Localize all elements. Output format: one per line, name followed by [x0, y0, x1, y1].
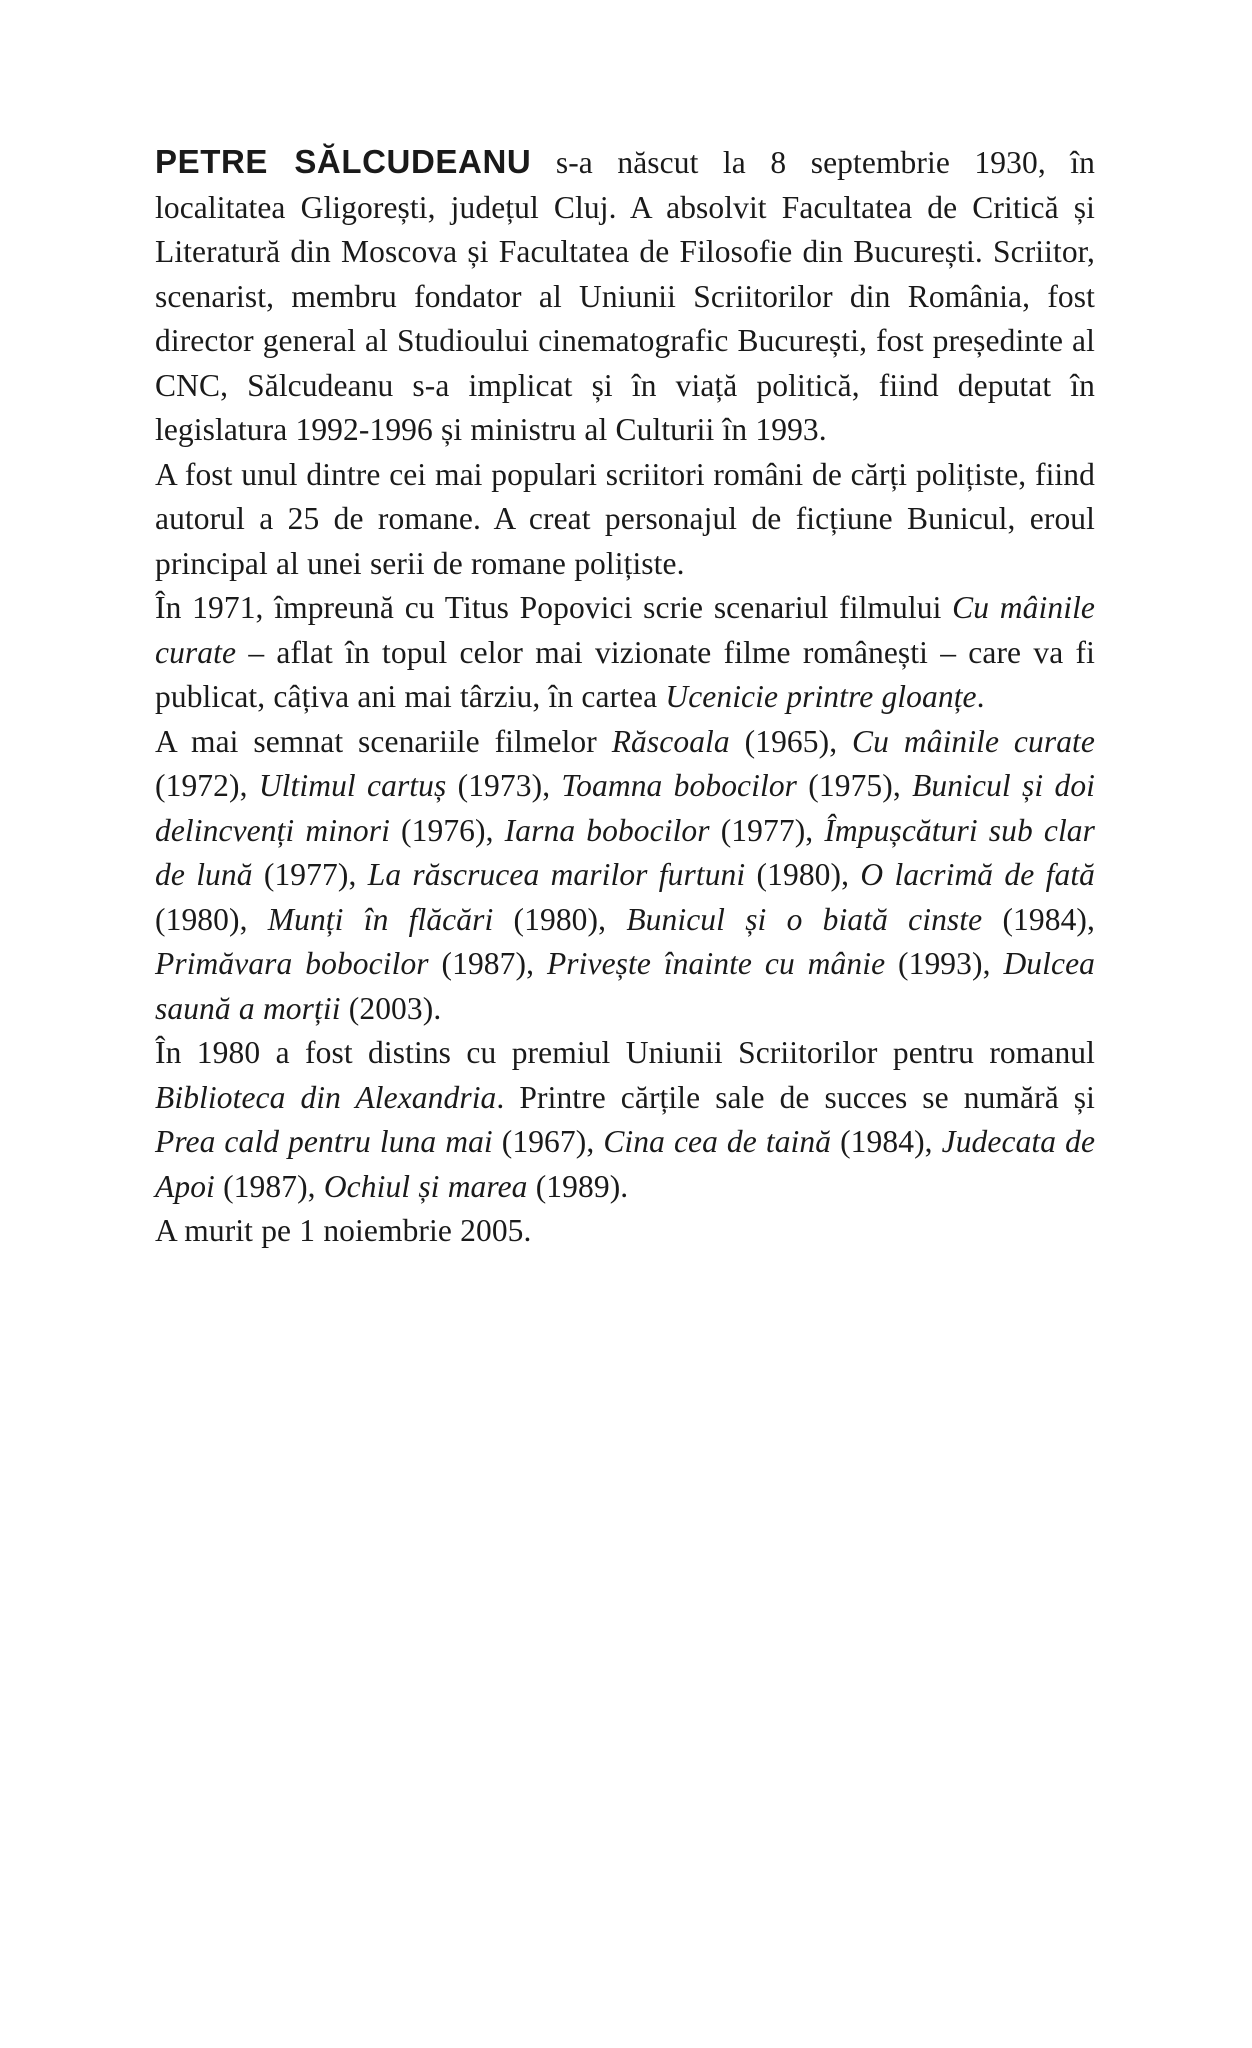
film-title-year-9: (1980), [493, 901, 627, 937]
book-list [155, 1124, 1095, 1204]
film-title-9: Munți în flăcări [267, 901, 494, 937]
award-middle-text: . Printre cărțile sale de succes se numără și [496, 1079, 1095, 1115]
film-title-2: Ultimul cartuș [258, 768, 447, 803]
author-name-lead: PETRE SĂLCUDEANU [155, 143, 532, 180]
biography-text-column [155, 140, 1095, 1254]
biography-novels-text: A fost unul dintre cei mai populari scriitori români de cărți polițiste, fiind autorul a 25 de romane. A creat personajul de ficțiune Bunicul, eroul principal al unei serii de romane polițiste. [155, 456, 1095, 581]
biography-paragraph-awards-books [155, 1031, 1095, 1209]
death-note-text: A murit pe 1 noiembrie 2005. [155, 1213, 532, 1248]
film-title-year-8: (1980), [155, 901, 268, 937]
film-title-year-11: (1987), [428, 946, 547, 981]
book-title-year-0: (1967), [492, 1124, 604, 1159]
film-title-6: Împușcături sub clar de lună [155, 812, 1096, 892]
film-title-10: Bunicul și o biată cinste [626, 901, 983, 937]
film-title-3: Toamna bobocilor [561, 768, 798, 803]
film-title-year-6: (1977), [252, 857, 368, 892]
film-title-year-0: (1965), [729, 723, 853, 759]
book-title-year-3: (1989). [527, 1168, 629, 1204]
biography-paragraph-intro [155, 140, 1095, 453]
film-title-8: O lacrimă de fată [860, 857, 1096, 892]
biography-paragraph-death [155, 1209, 1095, 1254]
film-title-7: La răscrucea marilor furtuni [367, 857, 746, 892]
screenplay-middle-text: – aflat în topul celor mai vizionate filme românești – care va fi publicat, câțiva ani mai târziu, în cartea [155, 634, 1095, 714]
film-title-4: Bunicul și doi delincvenți minori [155, 768, 1096, 848]
book-title-ucenicie-printre-gloante: Ucenicie printre gloanțe [665, 679, 977, 714]
film-title-11: Primăvara bobocilor [155, 946, 429, 981]
film-title-year-7: (1980), [745, 857, 861, 892]
book-title-3: Ochiul și marea [323, 1168, 528, 1204]
film-title-1: Cu mâinile curate [852, 723, 1095, 759]
book-title-year-2: (1987), [214, 1168, 324, 1204]
film-title-year-1: (1972), [155, 768, 259, 803]
film-title-year-13: (2003). [340, 990, 442, 1026]
film-title-year-3: (1975), [797, 768, 913, 803]
film-title-year-4: (1976), [389, 812, 505, 848]
biography-paragraph-filmography [155, 720, 1095, 1032]
book-title-1: Cina cea de taină [603, 1124, 832, 1159]
film-title-cu-mainile-curate: Cu mâinile curate [155, 590, 1095, 670]
film-title-13: Dulcea saună a morții [155, 946, 1096, 1026]
film-title-year-12: (1993), [885, 946, 1004, 981]
film-title-year-10: (1984), [982, 901, 1095, 937]
biography-paragraph-screenplay-1971 [155, 586, 1095, 720]
award-intro-text: În 1980 a fost distins cu premiul Uniunii Scriitorilor pentru romanul [155, 1035, 1095, 1070]
book-title-year-1: (1984), [831, 1124, 942, 1159]
film-title-year-5: (1977), [709, 812, 825, 848]
screenplay-end-text: . [976, 679, 985, 714]
book-title-biblioteca-din-alexandria: Biblioteca din Alexandria [155, 1079, 497, 1115]
screenplay-intro-text: În 1971, împreună cu Titus Popovici scrie scenariul filmului [155, 590, 953, 625]
film-title-year-2: (1973), [446, 768, 562, 803]
film-title-0: Răscoala [611, 723, 730, 759]
book-title-0: Prea cald pentru luna mai [155, 1124, 493, 1159]
biography-intro-text: s-a născut la 8 septembrie 1930, în localitatea Gligorești, județul Cluj. A absolvit Facultatea de Critică și Literatură din Moscova și Facultatea de Filosofie din București. Scriitor, scenarist, membru fondator al Uniunii Scriitorilor din România, fost director general al Studioului cinematografic București, fost președinte al CNC, Sălcudeanu s-a implicat și în viață politică, fiind deputat în legislatura 1992-1996 și ministru al Culturii în 1993. [155, 145, 1095, 447]
film-title-5: Iarna bobocilor [504, 812, 710, 848]
biography-paragraph-novels [155, 453, 1095, 587]
filmography-intro-text: A mai semnat scenariile filmelor [155, 723, 612, 759]
book-title-2: Judecata de Apoi [155, 1124, 1096, 1204]
filmography-list [155, 724, 1095, 1026]
film-title-12: Privește înainte cu mânie [546, 946, 886, 981]
